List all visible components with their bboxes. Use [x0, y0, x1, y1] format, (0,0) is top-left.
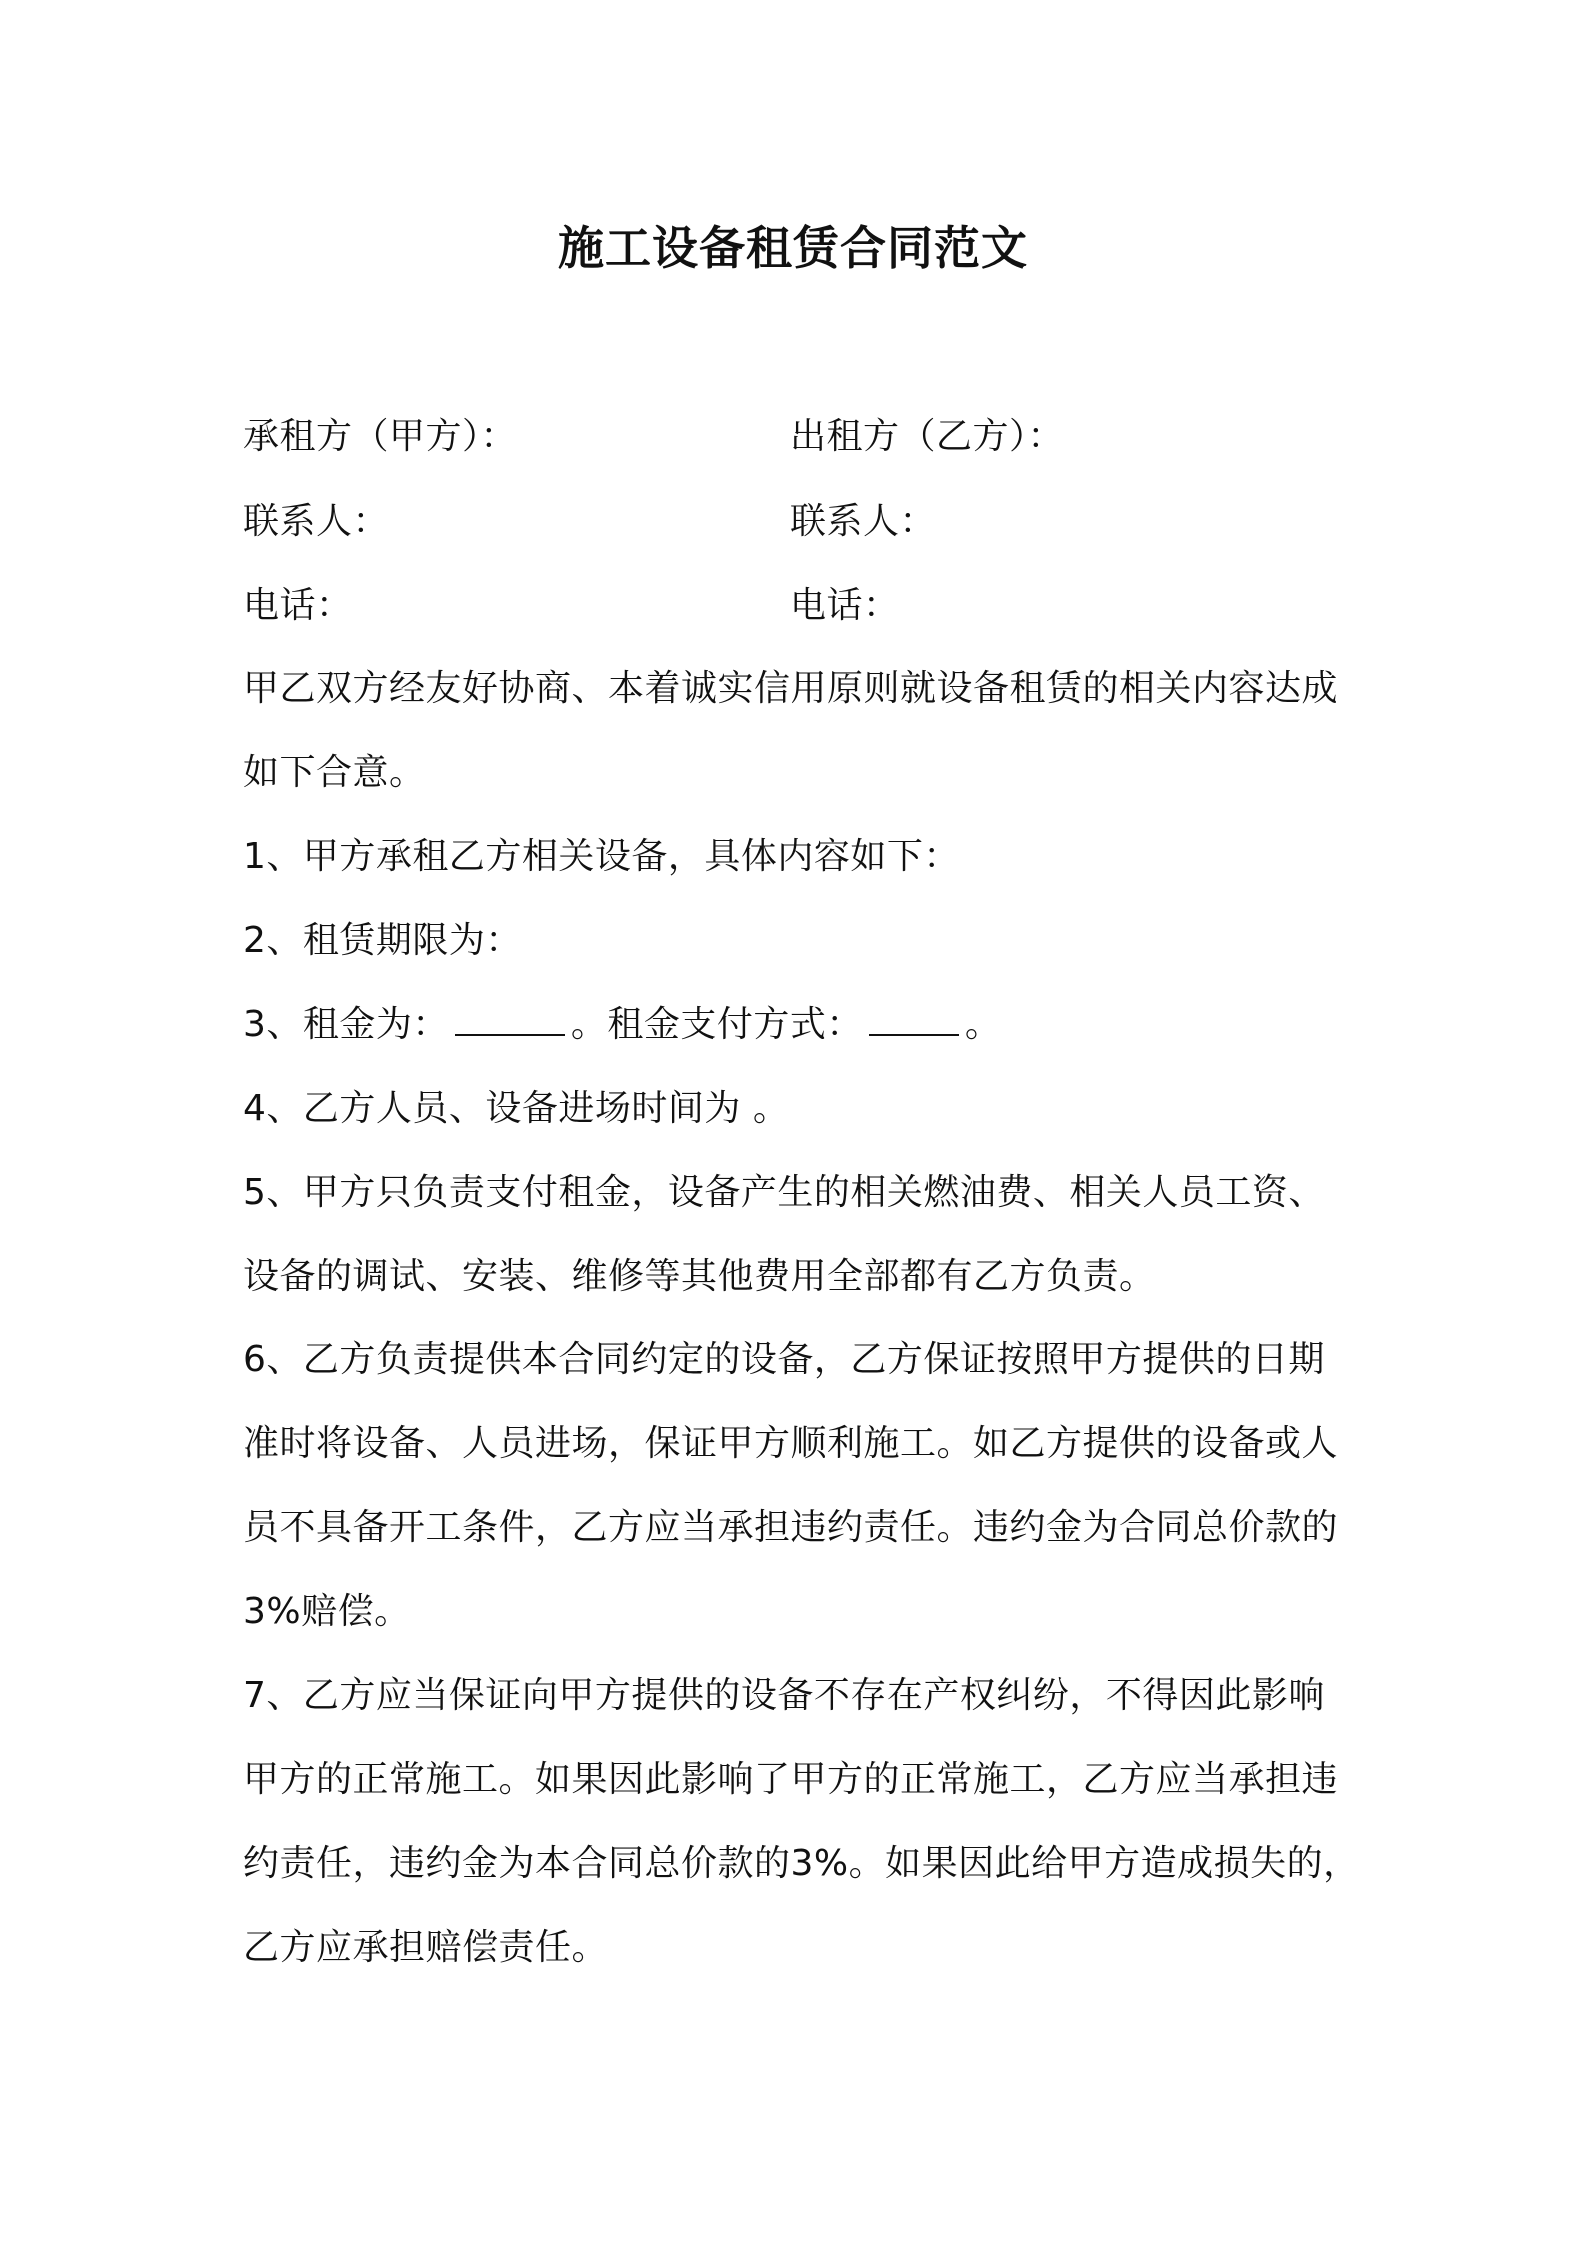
clause-1: 1、甲方承租乙方相关设备，具体内容如下： [243, 836, 960, 877]
document-title: 施工设备租赁合同范文 [558, 221, 1028, 275]
clause-7-line-1: 7、乙方应当保证向甲方提供的设备不存在产权纠纷，不得因此影响 [243, 1675, 1325, 1716]
rent-amount-blank [455, 1000, 565, 1036]
clause-7-line-3: 约责任，违约金为本合同总价款的3%。如果因此给甲方造成损失的， [243, 1843, 1360, 1884]
intro-line-2: 如下合意。 [243, 752, 426, 793]
lessee-phone-label: 电话： [243, 585, 353, 626]
clause-5-line-1: 5、甲方只负责支付租金，设备产生的相关燃油费、相关人员工资、 [243, 1172, 1325, 1213]
clause-4: 4、乙方人员、设备进场时间为 。 [243, 1088, 790, 1129]
clause-6-line-2: 准时将设备、人员进场，保证甲方顺利施工。如乙方提供的设备或人 [243, 1423, 1339, 1464]
clause-2: 2、租赁期限为： [243, 920, 522, 961]
clause-5-line-2: 设备的调试、安装、维修等其他费用全部都有乙方负责。 [243, 1256, 1156, 1297]
clause-6-line-3: 员不具备开工条件，乙方应当承担违约责任。违约金为合同总价款的 [243, 1507, 1339, 1548]
clause-3-payment-label: 。租金支付方式： [570, 1004, 863, 1045]
clause-6-line-1: 6、乙方负责提供本合同约定的设备，乙方保证按照甲方提供的日期 [243, 1339, 1325, 1380]
lessor-phone-label: 电话： [790, 585, 900, 626]
lessor-contact-label: 联系人： [790, 501, 937, 542]
clause-6-line-4: 3%赔偿。 [243, 1591, 411, 1632]
clause-3-end: 。 [964, 1004, 1002, 1045]
lessee-contact-label: 联系人： [243, 501, 390, 542]
clause-7-line-2: 甲方的正常施工。如果因此影响了甲方的正常施工，乙方应当承担违 [243, 1759, 1339, 1800]
clause-7-line-4: 乙方应承担赔偿责任。 [243, 1927, 609, 1968]
lessee-label: 承租方（甲方）： [243, 416, 518, 457]
intro-line-1: 甲乙双方经友好协商、本着诚实信用原则就设备租赁的相关内容达成 [243, 668, 1339, 709]
lessor-label: 出租方（乙方）： [790, 416, 1065, 457]
payment-method-blank [869, 1000, 959, 1036]
clause-3-rent-label: 3、租金为： [243, 1004, 449, 1045]
clause-3 [243, 1000, 1001, 1050]
